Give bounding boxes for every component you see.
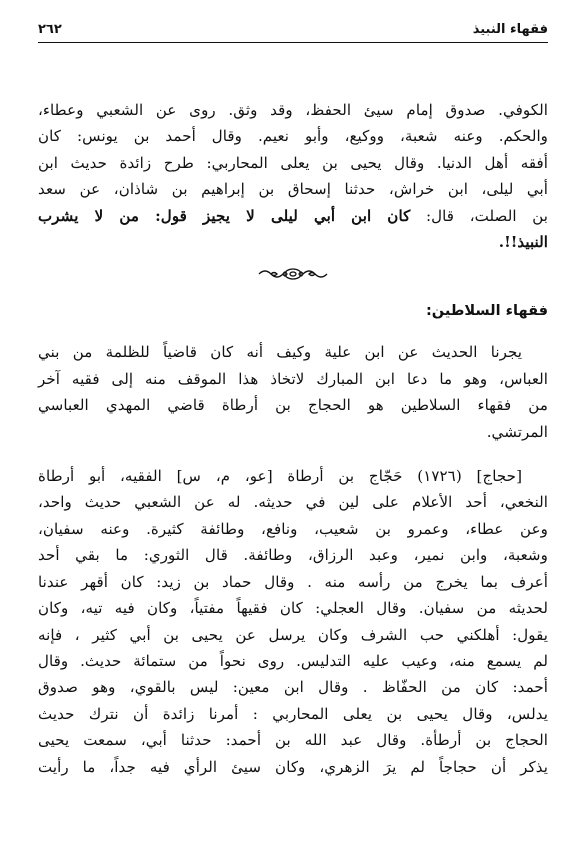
running-header — [38, 22, 548, 43]
ornament-divider — [38, 265, 548, 287]
paragraph-2 — [38, 339, 548, 445]
bold-quote-end: النبيذ!!. — [498, 233, 548, 252]
paragraph-line: أحمد: كان من الحفّاظ . وقال ابن معين: ليس بالقوي، وهو صدوق — [38, 678, 548, 697]
paragraph-line: العباس، وهو ما دعا ابن المبارك لاتخاذ هذا الموقف منه إلى فقيه آخر — [38, 369, 548, 388]
paragraph-line: يجرنا الحديث عن ابن علية وكيف أنه كان قاضياً للظلمة من بني — [38, 343, 522, 362]
paragraph-line: من فقهاء السلاطين هو الحجاج بن أرطاة قاضي المهدي العباسي — [38, 396, 548, 415]
paragraph-line: يدلس، وقال يحيى بن يعلى المحاربي : أمرنا زائدة أن نترك حديث — [38, 704, 548, 723]
section-heading: فقهاء السلاطين: — [425, 303, 548, 320]
paragraph-line: يقول: أهلكني حب الشرف وكان يرسل عن يحيى بن أبي كثير ، فإنه — [38, 625, 548, 644]
paragraph-1 — [38, 97, 548, 255]
paragraph-line: لحديثه من سفيان. وقال العجلي: كان فقيهاً مفتياً، وكان فيه تيه، وكان — [38, 599, 548, 618]
paragraph-line: المرتشي. — [486, 422, 548, 441]
paragraph-text: بن الصلت، قال: — [426, 206, 549, 225]
paragraph-line: وشعبة، وابن نمير، وعبد الرزاق، وطائفة. قال الثوري: ما بقي أحد — [38, 546, 548, 565]
bold-quote: كان ابن أبي ليلى لا يجيز قول: من لا يشرب — [38, 206, 411, 225]
paragraph-line: وعن عطاء، وعمرو بن شعيب، ونافع، وطائفة كثيرة. وعنه سفيان، — [38, 519, 548, 538]
book-page — [38, 22, 548, 780]
paragraph-line: الكوفي. صدوق إمام سيئ الحفظ، وقد وثق. روى عن الشعبي وعطاء، — [38, 101, 548, 119]
paragraph-line: يذكر أن حجاجاً لم يرَ الزهري، وكان سيئ الرأي فيه جداً، ما رأيت — [38, 757, 548, 776]
paragraph-line: الحجاج بن أرطأة. وقال عبد الله بن أحمد: حدثنا أبي، سمعت يحيى — [38, 731, 548, 750]
paragraph-line: أعرف بما يخرج من رأسه منه . وقال حماد بن زيد: كان أقهر عندنا — [38, 572, 548, 591]
paragraph-line: أفقه أهل الدنيا. وقال يحيى بن يعلى المحاربي: طرح زائدة حديث ابن — [38, 153, 548, 172]
paragraph-line-mixed — [38, 203, 548, 229]
header-title: فقهاء النبيذ — [472, 22, 548, 37]
paragraph-line: والحكم. وعنه شعبة، ووكيع، وأبو نعيم. وقال أحمد بن يونس: كان — [38, 127, 548, 146]
paragraph-3 — [38, 463, 548, 780]
ornament-icon — [257, 265, 329, 283]
paragraph-line: النخعي، أحد الأعلام على لين في حديثه. له عن الشعبي حديث واحد، — [38, 493, 548, 512]
paragraph-line: [حجاج] (١٧٢٦) حَجّاج بن أرطاة [عو، م، س] الفقيه، أبو أرطاة — [38, 467, 522, 486]
paragraph-line: أبي ليلى، ابن خراش، حدثنا إسحاق بن إبراهيم بن شاذان، عن سعد — [38, 180, 548, 199]
page-number: ٢٦٢ — [38, 22, 62, 37]
paragraph-line: لم يسمع منه، وعيب عليه التدليس. روى نحواً من ستمائة حديث. وقال — [38, 651, 548, 670]
